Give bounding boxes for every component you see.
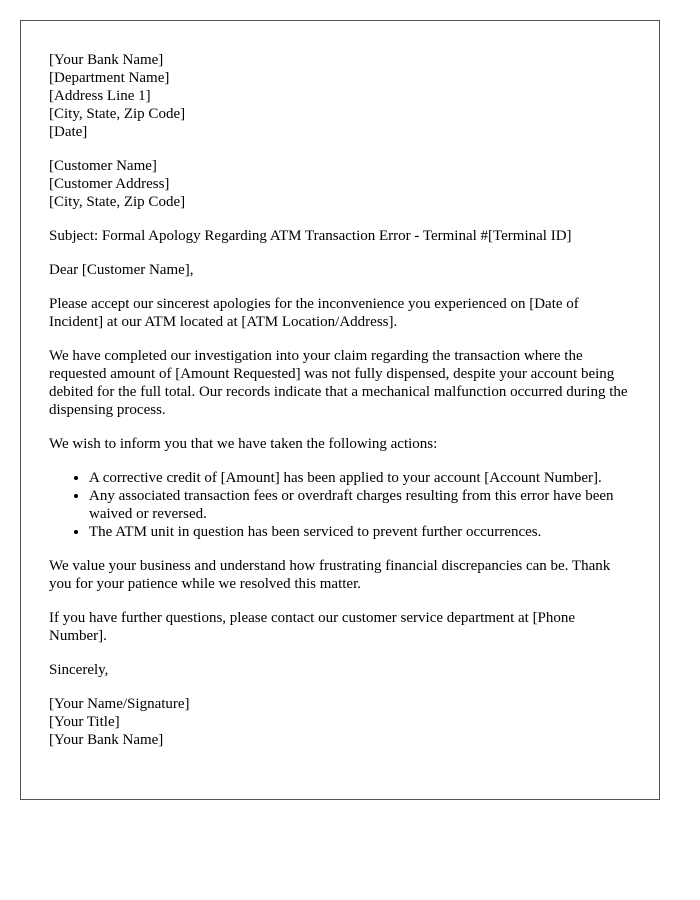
closing-paragraph: We value your business and understand how frustrating financial discrepancies can be. Thank you for your patience while we resolved this matter. — [49, 558, 611, 592]
list-item: • The ATM unit in question has been serviced to prevent further occurrences. — [89, 523, 631, 541]
sender-address-block — [49, 51, 631, 141]
subject-line: Subject: Formal Apology Regarding ATM Transaction Error - Terminal #[Terminal ID] — [49, 228, 572, 244]
letter-page — [20, 20, 660, 800]
sender-city-state-zip: [City, State, Zip Code] — [49, 106, 186, 122]
actions-list — [49, 469, 631, 541]
body-paragraph: We wish to inform you that we have taken the following actions: — [49, 436, 438, 452]
signature-name: [Your Name/Signature] — [49, 696, 190, 712]
signature-title: [Your Title] — [49, 714, 120, 730]
recipient-address-block — [49, 157, 631, 211]
signature-bank-name: [Your Bank Name] — [49, 732, 164, 748]
sender-department: [Department Name] — [49, 70, 170, 86]
sender-address-line: [Address Line 1] — [49, 88, 151, 104]
recipient-address: [Customer Address] — [49, 176, 170, 192]
signoff: Sincerely, — [49, 662, 109, 678]
recipient-name: [Customer Name] — [49, 158, 157, 174]
recipient-city-state-zip: [City, State, Zip Code] — [49, 194, 186, 210]
letter-date: [Date] — [49, 124, 88, 140]
greeting: Dear [Customer Name], — [49, 262, 194, 278]
list-item: • A corrective credit of [Amount] has been applied to your account [Account Number]. — [89, 469, 631, 487]
signature-block — [49, 695, 631, 749]
list-item: • Any associated transaction fees or overdraft charges resulting from this error have been waived or reversed. — [89, 487, 631, 523]
body-paragraph: We have completed our investigation into your claim regarding the transaction where the requested amount of [Amount Requested] was not fully dispensed, despite your account being debited for the full total. Our records indicate that a mechanical malfunction occurred during the dispensing process. — [49, 348, 628, 418]
sender-bank-name: [Your Bank Name] — [49, 52, 164, 68]
body-paragraph: Please accept our sincerest apologies for the inconvenience you experienced on [Date of Incident] at our ATM located at [ATM Location/Address]. — [49, 296, 579, 330]
closing-paragraph: If you have further questions, please contact our customer service department at [Phone Number]. — [49, 610, 576, 644]
